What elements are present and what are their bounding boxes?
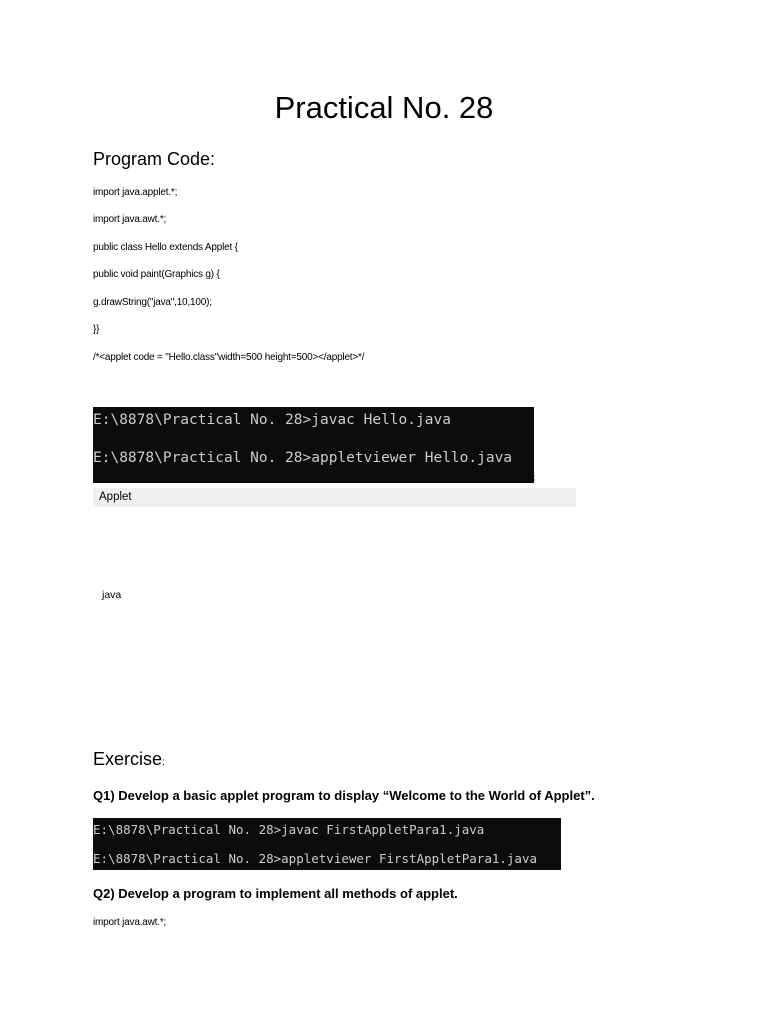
terminal-screenshot-exercise [93, 818, 561, 870]
code-line-5: g.drawString("java",10,100); [93, 297, 212, 308]
terminal-line-javac: E:\8878\Practical No. 28>javac Hello.java [93, 412, 451, 428]
exercise-heading-text: Exercise [93, 749, 163, 769]
applet-window-titlebar [93, 488, 576, 507]
exercise-heading [93, 747, 165, 775]
exercise-heading-colon: : [162, 757, 165, 768]
code-line-6: }} [93, 324, 100, 335]
code-line-3: public class Hello extends Applet { [93, 242, 238, 253]
code-line-7: /*<applet code = "Hello.class"width=500 height=500></applet>*/ [93, 352, 365, 363]
trailing-mark: ; [533, 472, 536, 482]
code-line-1: import java.applet.*; [93, 187, 178, 198]
code-line-4: public void paint(Graphics g) { [93, 269, 220, 280]
page-title: Practical No. 28 [274, 90, 494, 125]
terminal-line-appletviewer: E:\8878\Practical No. 28>appletviewer Hello.java [93, 450, 513, 466]
question-1: Q1) Develop a basic applet program to display “Welcome to the World of Applet”. [93, 788, 595, 803]
terminal-line-appletviewer: E:\8878\Practical No. 28>appletviewer FirstAppletPara1.java [93, 851, 538, 866]
applet-output-text: java [102, 589, 122, 601]
program-code-heading: Program Code: [93, 149, 216, 169]
code-line-2: import java.awt.*; [93, 214, 167, 225]
applet-window-title: Applet [99, 491, 132, 503]
terminal-screenshot-compile-run [93, 407, 534, 483]
q2-code-line-1: import java.awt.*; [93, 917, 167, 928]
question-2: Q2) Develop a program to implement all methods of applet. [93, 886, 458, 901]
terminal-line-javac: E:\8878\Practical No. 28>javac FirstAppletPara1.java [93, 822, 485, 837]
